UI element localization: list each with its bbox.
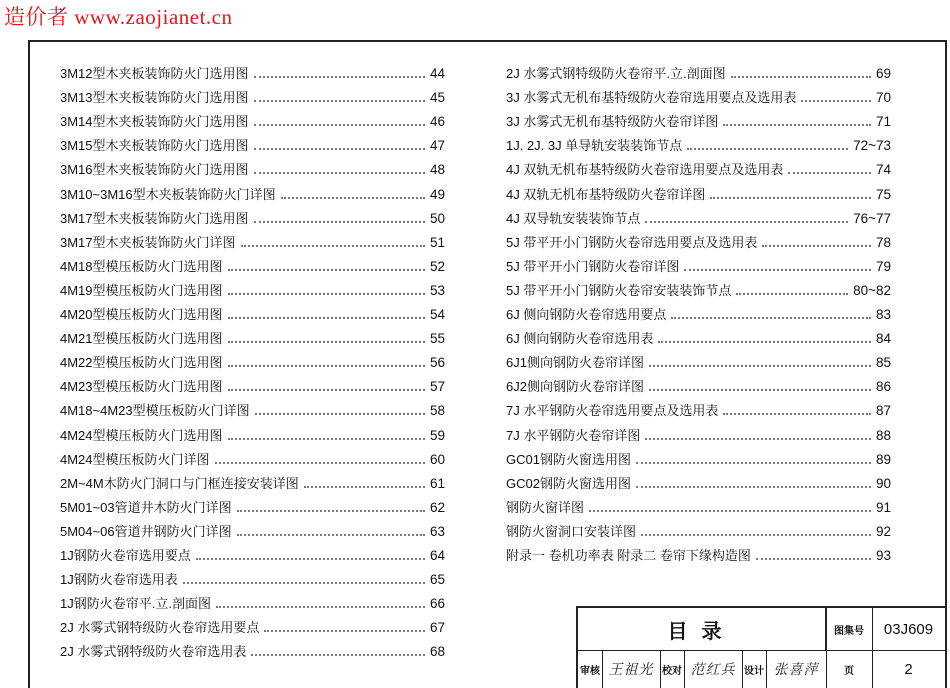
toc-entry-title: 7J 水平钢防火卷帘详图	[506, 427, 641, 443]
dot-leader	[237, 510, 425, 512]
toc-entry-page: 51	[429, 234, 445, 250]
dot-leader	[254, 100, 425, 102]
dot-leader	[215, 462, 425, 464]
toc-entry-title: 5J 带平开小门钢防火卷帘选用要点及选用表	[506, 234, 758, 250]
design-signature: 张喜萍	[773, 662, 819, 678]
dot-leader	[723, 413, 871, 415]
toc-entry-title: 4M21型模压板防火门选用图	[60, 331, 223, 347]
toc-entry-page: 69	[875, 66, 891, 82]
atlas-number-label: 图集号	[834, 625, 864, 637]
dot-leader	[645, 221, 848, 223]
toc-entry-page: 68	[429, 644, 445, 660]
dot-leader	[228, 365, 425, 367]
page-number-label: 页	[844, 665, 854, 677]
dot-leader	[228, 317, 425, 319]
toc-entry-page: 87	[875, 403, 891, 419]
dot-leader	[788, 172, 871, 174]
toc-entry-title: 5M04~06管道井钢防火门详图	[60, 523, 232, 539]
toc-entry-page: 57	[429, 379, 445, 395]
dot-leader	[216, 606, 425, 608]
toc-entry-title: 1J. 2J. 3J 单导轨安装装饰节点	[506, 138, 683, 154]
toc-entry	[506, 516, 891, 540]
toc-entry-title: 4M19型模压板防火门选用图	[60, 282, 223, 298]
toc-entry-title: 1J钢防火卷帘选用要点	[60, 547, 191, 563]
toc-entry	[60, 588, 445, 612]
toc-entry-title: GC02钢防火窗选用图	[506, 475, 631, 491]
dot-leader	[228, 438, 425, 440]
toc-entry	[60, 395, 445, 419]
toc-entry-page: 85	[875, 355, 891, 371]
toc-entry	[506, 347, 891, 371]
dot-leader	[636, 462, 871, 464]
toc-entry	[506, 82, 891, 106]
toc-entry-page: 61	[429, 475, 445, 491]
toc-entry-page: 90	[875, 475, 891, 491]
review-label: 审核	[580, 665, 600, 677]
toc-entry-title: 2J 水雾式钢特级防火卷帘选用表	[60, 644, 247, 660]
toc-entry-page: 60	[429, 451, 445, 467]
toc-entry-page: 53	[429, 282, 445, 298]
toc-entry	[60, 444, 445, 468]
toc-entry	[60, 203, 445, 227]
dot-leader	[254, 124, 425, 126]
toc-entry-page: 63	[429, 523, 445, 539]
toc-entry-page: 47	[429, 138, 445, 154]
toc-entry-title: 6J2侧向钢防火卷帘详图	[506, 379, 644, 395]
toc-entry-title: 4J 双导轨安装装饰节点	[506, 210, 641, 226]
toc-entry-title: 4M24型模压板防火门详图	[60, 451, 210, 467]
toc-left-column	[60, 58, 445, 660]
toc-entry	[506, 540, 891, 564]
toc-entry-title: 钢防火窗详图	[506, 499, 585, 515]
atlas-number: 03J609	[883, 620, 934, 638]
toc-entry	[506, 275, 891, 299]
toc-entry-title: 2J 水雾式钢特级防火卷帘选用要点	[60, 620, 260, 636]
dot-leader	[710, 197, 871, 199]
toc-entry	[506, 58, 891, 82]
toc-entry-page: 83	[875, 307, 891, 323]
toc-entry-page: 89	[875, 451, 891, 467]
toc-entry-page: 50	[429, 210, 445, 226]
toc-entry	[506, 299, 891, 323]
toc-entry	[60, 275, 445, 299]
toc-entry-page: 52	[429, 258, 445, 274]
toc-entry	[60, 251, 445, 275]
toc-entry	[506, 251, 891, 275]
toc-entry-page: 91	[875, 499, 891, 515]
toc-entry	[506, 371, 891, 395]
toc-entry	[60, 82, 445, 106]
dot-leader	[254, 172, 425, 174]
toc-entry	[506, 154, 891, 178]
toc-entry-page: 76~77	[853, 210, 891, 226]
dot-leader	[645, 438, 871, 440]
dot-leader	[762, 245, 871, 247]
toc-entry	[506, 203, 891, 227]
toc-entry-title: 3M13型木夹板装饰防火门选用图	[60, 90, 249, 106]
toc-entry-title: 3J 水雾式无机布基特级防火卷帘详图	[506, 114, 719, 130]
toc-entry-title: 3M17型木夹板装饰防火门详图	[60, 234, 236, 250]
dot-leader	[636, 486, 871, 488]
toc-entry-title: 6J1侧向钢防火卷帘详图	[506, 355, 644, 371]
toc-entry-title: 5J 带平开小门钢防火卷帘安装装饰节点	[506, 282, 732, 298]
toc-entry	[60, 347, 445, 371]
dot-leader	[228, 389, 425, 391]
dot-leader	[731, 76, 871, 78]
title-block	[576, 606, 945, 688]
toc-entry-page: 88	[875, 427, 891, 443]
dot-leader	[281, 197, 425, 199]
toc-entry-title: 2J 水雾式钢特级防火卷帘平.立.剖面图	[506, 66, 726, 82]
review-signature: 王祖光	[608, 662, 654, 678]
toc-entry-title: 3M12型木夹板装饰防火门选用图	[60, 66, 249, 82]
dot-leader	[687, 148, 848, 150]
toc-entry	[506, 106, 891, 130]
toc-entry-page: 66	[429, 596, 445, 612]
dot-leader	[255, 413, 425, 415]
toc-entry-page: 79	[875, 258, 891, 274]
toc-entry-page: 46	[429, 114, 445, 130]
toc-entry	[60, 564, 445, 588]
toc-entry	[506, 323, 891, 347]
toc-entry-title: 4M23型模压板防火门选用图	[60, 379, 223, 395]
toc-entry	[60, 130, 445, 154]
toc-entry-title: 6J 侧向钢防火卷帘选用要点	[506, 307, 667, 323]
toc-entry-page: 86	[875, 379, 891, 395]
toc-entry	[60, 516, 445, 540]
toc-entry-page: 70	[875, 90, 891, 106]
toc-entry-title: 7J 水平钢防火卷帘选用要点及选用表	[506, 403, 719, 419]
dot-leader	[254, 221, 425, 223]
dot-leader	[264, 630, 425, 632]
dot-leader	[756, 558, 871, 560]
toc-entry	[60, 419, 445, 443]
toc-entry-page: 75	[875, 186, 891, 202]
toc-entry-page: 55	[429, 331, 445, 347]
toc-entry-page: 65	[429, 572, 445, 588]
toc-entry	[60, 299, 445, 323]
toc-entry	[506, 395, 891, 419]
toc-right-column	[506, 58, 891, 564]
toc-entry-title: 钢防火窗洞口安装详图	[506, 523, 637, 539]
toc-entry-page: 44	[429, 66, 445, 82]
toc-entry-page: 71	[875, 114, 891, 130]
toc-entry-title: 5J 带平开小门钢防火卷帘详图	[506, 258, 680, 274]
toc-entry	[60, 154, 445, 178]
toc-entry-title: 4M22型模压板防火门选用图	[60, 355, 223, 371]
drawing-frame-left	[28, 40, 30, 688]
dot-leader	[649, 365, 871, 367]
toc-entry-title: GC01钢防火窗选用图	[506, 451, 631, 467]
dot-leader	[723, 124, 871, 126]
toc-entry-title: 4M24型模压板防火门选用图	[60, 427, 223, 443]
watermark-text: 造价者 www.zaojianet.cn	[4, 5, 233, 29]
check-signature: 范红兵	[690, 662, 736, 678]
toc-entry-page: 49	[429, 186, 445, 202]
toc-entry-title: 4M20型模压板防火门选用图	[60, 307, 223, 323]
toc-entry	[506, 130, 891, 154]
toc-entry-title: 3M10~3M16型木夹板装饰防火门详图	[60, 186, 276, 202]
toc-entry-page: 58	[429, 403, 445, 419]
catalog-title: 目录	[578, 608, 826, 650]
toc-entry-title: 6J 侧向钢防火卷帘选用表	[506, 331, 654, 347]
toc-entry-page: 74	[875, 162, 891, 178]
dot-leader	[228, 269, 425, 271]
toc-entry	[60, 540, 445, 564]
dot-leader	[304, 486, 425, 488]
toc-entry-page: 80~82	[853, 282, 891, 298]
toc-entry	[506, 419, 891, 443]
toc-entry-page: 48	[429, 162, 445, 178]
toc-entry-title: 1J钢防火卷帘平.立.剖面图	[60, 596, 211, 612]
dot-leader	[183, 582, 425, 584]
dot-leader	[251, 654, 425, 656]
drawing-frame-top	[28, 40, 946, 42]
toc-entry-page: 64	[429, 547, 445, 563]
toc-entry	[506, 444, 891, 468]
toc-entry-title: 1J钢防火卷帘选用表	[60, 572, 178, 588]
toc-entry-page: 59	[429, 427, 445, 443]
dot-leader	[589, 510, 871, 512]
toc-entry-page: 92	[875, 523, 891, 539]
toc-entry	[506, 468, 891, 492]
dot-leader	[736, 293, 848, 295]
dot-leader	[254, 148, 425, 150]
toc-entry	[506, 227, 891, 251]
dot-leader	[671, 317, 871, 319]
toc-entry	[60, 58, 445, 82]
toc-entry	[506, 492, 891, 516]
toc-entry-page: 84	[875, 331, 891, 347]
dot-leader	[684, 269, 871, 271]
dot-leader	[641, 534, 871, 536]
toc-entry-page: 54	[429, 307, 445, 323]
toc-entry	[60, 371, 445, 395]
toc-entry-page: 56	[429, 355, 445, 371]
toc-entry-title: 4J 双轨无机布基特级防火卷帘选用要点及选用表	[506, 162, 784, 178]
dot-leader	[254, 76, 425, 78]
dot-leader	[658, 341, 871, 343]
toc-entry	[60, 227, 445, 251]
toc-entry-title: 5M01~03管道井木防火门详图	[60, 499, 232, 515]
toc-entry-page: 67	[429, 620, 445, 636]
toc-entry	[60, 106, 445, 130]
toc-entry	[506, 178, 891, 202]
toc-entry-title: 3J 水雾式无机布基特级防火卷帘选用要点及选用表	[506, 90, 797, 106]
toc-entry-title: 3M14型木夹板装饰防火门选用图	[60, 114, 249, 130]
toc-entry-title: 4J 双轨无机布基特级防火卷帘详图	[506, 186, 706, 202]
page-number: 2	[904, 660, 913, 678]
drawing-frame-right	[945, 40, 947, 688]
toc-entry	[60, 612, 445, 636]
toc-entry-title: 3M15型木夹板装饰防火门选用图	[60, 138, 249, 154]
toc-entry-page: 72~73	[853, 138, 891, 154]
toc-entry	[60, 468, 445, 492]
toc-entry-title: 3M16型木夹板装饰防火门选用图	[60, 162, 249, 178]
toc-entry-title: 附录一 卷机功率表 附录二 卷帘下缘构造图	[506, 547, 751, 563]
toc-entry-page: 93	[875, 547, 891, 563]
dot-leader	[228, 293, 425, 295]
toc-entry	[60, 323, 445, 347]
toc-entry-title: 4M18型模压板防火门选用图	[60, 258, 223, 274]
design-label: 设计	[744, 665, 764, 677]
toc-entry-title: 3M17型木夹板装饰防火门选用图	[60, 210, 249, 226]
dot-leader	[237, 534, 425, 536]
toc-entry-page: 62	[429, 499, 445, 515]
dot-leader	[649, 389, 871, 391]
toc-entry-page: 78	[875, 234, 891, 250]
toc-entry-title: 4M18~4M23型模压板防火门详图	[60, 403, 250, 419]
toc-entry-title: 2M~4M木防火门洞口与门框连接安装详图	[60, 475, 299, 491]
toc-entry	[60, 178, 445, 202]
toc-entry	[60, 636, 445, 660]
dot-leader	[228, 341, 425, 343]
check-label: 校对	[662, 665, 682, 677]
dot-leader	[241, 245, 425, 247]
dot-leader	[196, 558, 425, 560]
dot-leader	[801, 100, 871, 102]
toc-entry	[60, 492, 445, 516]
toc-entry-page: 45	[429, 90, 445, 106]
